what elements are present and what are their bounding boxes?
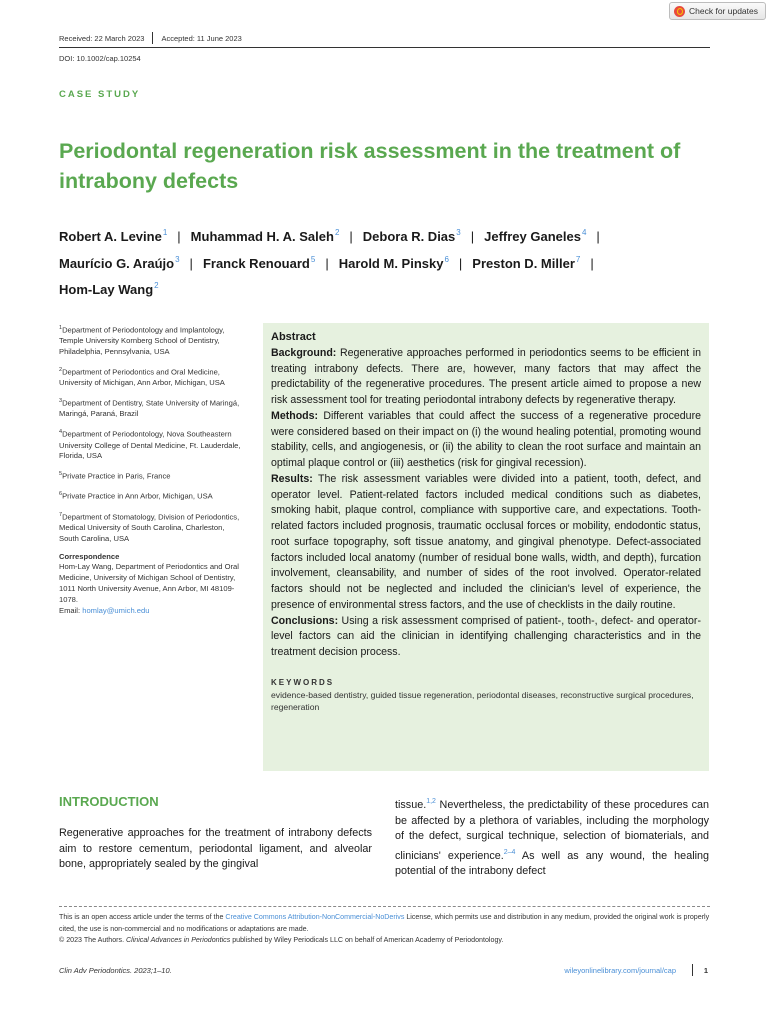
journal-url-link[interactable]: wileyonlinelibrary.com/journal/cap <box>564 966 676 975</box>
affiliation: $^7$Department of Stomatology, Division of Periodontics, Medical University of South Carolina, Charleston, South Carolina, USA <box>59 511 240 543</box>
abstract-heading: Abstract <box>271 331 316 343</box>
affiliation: $^4$Department of Periodontology, Nova Southeastern University College of Dental Medicine, Ft. Lauderdale, Florida, USA <box>59 429 241 461</box>
email-link[interactable]: homlay@umich.edu <box>82 605 150 615</box>
introduction-left-column: Regenerative approaches for the treatment of intrabony defects aim to restore cementum, periodontal ligament, and alveolar bone, appropriately sealed by the gingival <box>59 827 372 871</box>
abstract-background: Background: Regenerative approaches performed in periodontics seems to be efficient in treating intrabony defects. There are, however, many factors that may affect the predictability of the regenerative procedures. The present article aimed to propose a new risk assessment tool for treating periodontal intrabony defects by regenerative therapy. <box>271 346 701 406</box>
author[interactable]: Jeffrey Ganeles$^4$ <box>484 228 587 244</box>
header-rule <box>59 47 710 48</box>
journal-reference: Clin Adv Periodontics. 2023;1–10. <box>59 966 172 975</box>
page-number: 1 <box>703 966 708 975</box>
affiliation: $^3$Department of Dentistry, State University of Maringá, Maringá, Paraná, Brazil <box>59 398 240 419</box>
license-link[interactable]: Creative Commons Attribution-NonCommercial-NoDerivs <box>225 913 405 921</box>
author[interactable]: Harold M. Pinsky$^6$ <box>338 254 449 271</box>
abstract-conclusions: Conclusions: Using a risk assessment comprised of patient-, tooth-, defect- and operator-level factors can aid the clinician in identifying challenging characteristics and in the treatment decision process. <box>271 614 701 658</box>
article-dates <box>59 34 242 44</box>
accepted-date: Accepted: 11 June 2023 <box>161 34 242 43</box>
author-list: Robert A. Levine$^1$ | Muhammad H. A. Saleh$^2$ | Debora R. Dias$^3$ | Jeffrey Ganeles$^4$ | Maurício G. Araújo$^3$ | Franck Renouard$^5$ | Harold M. Pinsky$^6$ | Preston D. Miller$^7$ | Hom-Lay Wang$^2$ <box>59 228 600 297</box>
received-date: Received: 22 March 2023 <box>59 34 145 43</box>
correspondence-email-line: Email: homlay@umich.edu <box>59 605 150 615</box>
author[interactable]: Debora R. Dias$^3$ <box>362 228 461 244</box>
article-type: CASE STUDY <box>59 89 141 100</box>
correspondence-text: Hom-Lay Wang, Department of Periodontics and Oral Medicine, University of Michigan School of Dentistry, 1011 North University Avenue, Ann Arbor, MI 48109-1078. <box>59 562 239 604</box>
affiliation: $^5$Private Practice in Paris, France <box>59 471 171 481</box>
introduction-right-column: tissue.$^{1,2}$ Nevertheless, the predictability of these procedures can be affected by a plethora of variables, including the morphology of the defect, surgical technique, selection of biomaterials, and clinicians' experience.$^{2-4}$ As well as any wound, the healing potential of the intrabony defect <box>395 798 710 878</box>
check-for-updates-button[interactable] <box>669 2 766 20</box>
date-separator <box>152 32 153 44</box>
affiliation: $^6$Private Practice in Ann Arbor, Michigan, USA <box>59 491 213 501</box>
abstract-methods: Methods: Different variables that could affect the success of a regenerative procedure were considered based on their impact on (i) the wound healing potential, promoting wound stability, cells, and angiogenesis, or (ii) the ability to clean the root surface and maintain an optimal plaque control or (iii) aesthetics (risk for gingival recession). <box>271 409 701 469</box>
author[interactable]: Preston D. Miller$^7$ <box>472 254 581 271</box>
author[interactable]: Franck Renouard$^5$ <box>202 254 316 271</box>
affiliation: $^1$Department of Periodontology and Implantology, Temple University Kornberg School of Dentistry, Philadelphia, Pennsylvania, USA <box>59 325 225 357</box>
affiliation: $^2$Department of Periodontics and Oral Medicine, University of Michigan, Ann Arbor, Michigan, USA <box>59 366 225 388</box>
page-number-separator <box>692 964 693 976</box>
copyright-text: © 2023 The Authors. Clinical Advances in Periodontics published by Wiley Periodicals LLC on behalf of American Academy of Periodontology. <box>59 936 504 945</box>
citation-link[interactable]: 1,2 <box>426 798 436 805</box>
introduction-heading: INTRODUCTION <box>59 794 159 809</box>
abstract-box <box>263 323 709 771</box>
doi: DOI: 10.1002/cap.10254 <box>59 54 141 63</box>
license-rule <box>59 906 710 907</box>
crossmark-icon <box>674 6 685 17</box>
affiliations <box>59 323 244 616</box>
article-title: Periodontal regeneration risk assessment in the treatment of intrabony defects <box>59 139 681 193</box>
author[interactable]: Hom-Lay Wang$^2$ <box>59 281 159 297</box>
author[interactable]: Muhammad H. A. Saleh$^2$ <box>190 228 340 244</box>
author[interactable]: Maurício G. Araújo$^3$ <box>59 254 180 271</box>
correspondence-heading: Correspondence <box>59 551 120 561</box>
abstract-results: Results: The risk assessment variables were divided into a patient, tooth, defect, and operator level. Patient-related factors included medical conditions such as diabetes, smoking habit, plaque control, compliance with supportive care, and expectations. Tooth-related factors included prognosis, traumatic occlusal forces or mobility, endodontic status, root surface topography, soft tissue anatomy, and gingival phenotype. Defect-associated factors included local anatomy (number of residual bone walls, width, and depth), furcation involvement, cleansability, and number of sides of the root involved. Operator-related factors should not be neglected and included the clinician's level of experience, the presence of environmental stress factors, and the use of checklists in the daily routine. <box>271 472 701 611</box>
author[interactable]: Robert A. Levine$^1$ <box>59 228 168 244</box>
check-for-updates-label: Check for updates <box>689 6 758 16</box>
license-notice <box>59 912 714 947</box>
abstract-body <box>271 330 701 661</box>
citation-link[interactable]: 2–4 <box>503 848 516 856</box>
license-text: This is an open access article under the terms of the Creative Commons Attribution-NonCommercial-NoDerivs License, which permits use and distribution in any medium, provided the original work is properly cited, the use is non-commercial and no modifications or adaptations are made. <box>59 913 710 933</box>
keywords-heading: KEYWORDS <box>271 677 335 687</box>
keywords-text: evidence-based dentistry, guided tissue regeneration, periodontal diseases, reconstructive surgical procedures, regeneration <box>271 689 694 713</box>
